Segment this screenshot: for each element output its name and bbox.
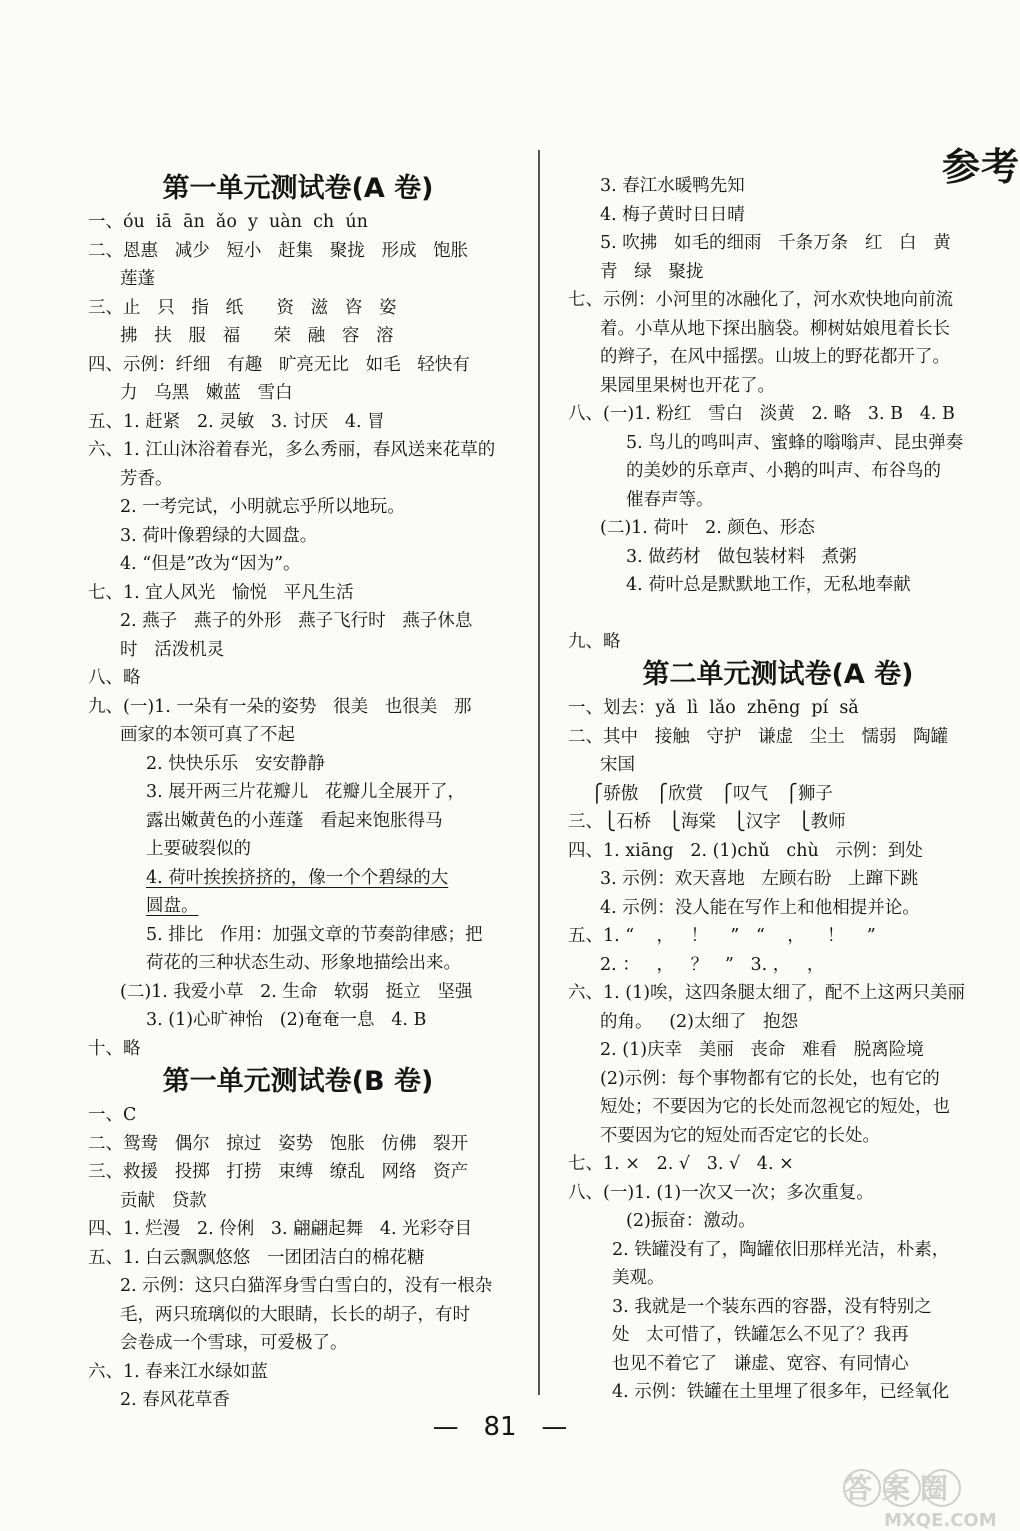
answer-line: 七、示例：小河里的冰融化了，河水欢快地向前流 [568, 290, 953, 310]
column-divider [538, 150, 540, 1395]
section-title-fragment: 参考 [942, 145, 1020, 189]
answer-line: 4. 梅子黄时日日晴 [600, 204, 745, 225]
answer-line: 三、救援 投掷 打捞 束缚 缭乱 网络 资产 [88, 1162, 469, 1182]
answer-line: 二、鸳鸯 偶尔 掠过 姿势 饱胀 仿佛 裂开 [88, 1133, 469, 1154]
answer-line: 3. (1)心旷神怡 (2)奄奄一息 4. B [146, 1010, 427, 1030]
page-number: — 81 — [432, 1412, 568, 1442]
answer-line: 芳香。 [120, 468, 173, 489]
answer-line: 3. 示例：欢天喜地 左顾右盼 上蹿下跳 [600, 869, 919, 889]
answer-line: 2. 燕子 燕子的外形 燕子飞行时 燕子休息 [120, 611, 473, 631]
answer-line: 八、略 [88, 668, 141, 688]
answer-line: 5. 鸟儿的鸣叫声、蜜蜂的嗡嗡声、昆虫弹奏 [626, 432, 964, 453]
answer-line: 六、1. 江山沐浴着春光，多么秀丽，春风送来花草的 [88, 440, 496, 460]
answer-line: 3. 做药材 做包装材料 煮粥 [626, 546, 857, 567]
answer-line: 青 绿 聚拢 [600, 261, 704, 282]
answer-line: (二)1. 我爱小草 2. 生命 软弱 挺立 坚强 [120, 981, 473, 1002]
answer-line: 时 活泼机灵 [120, 639, 225, 660]
answer-line: 四、1. 烂漫 2. 伶俐 3. 翩翩起舞 4. 光彩夺目 [88, 1219, 473, 1239]
answer-line: 催春声等。 [626, 489, 714, 510]
answer-line: 九、略 [568, 631, 621, 652]
answer-line: (二)1. 荷叶 2. 颜色、形态 [600, 518, 815, 538]
section-heading: 第一单元测试卷(A 卷) [162, 173, 434, 204]
answer-line: 的辫子，在风中摇摆。山坡上的野花都开了。 [600, 347, 950, 367]
answer-line: 2. ： ， ？ ” 3. ， ， [600, 954, 825, 975]
answer-line: 4. “但是”改为“因为”。 [120, 554, 301, 574]
answer-line: 二、恩惠 减少 短小 赶集 聚拢 形成 饱胀 [88, 240, 469, 261]
answer-line: 九、(一)1. 一朵有一朵的姿势 很美 也很美 那 [88, 696, 472, 717]
answer-line: 2. 铁罐没有了，陶罐依旧那样光洁，朴素， [612, 1239, 950, 1260]
answer-line: 上要破裂似的 [146, 839, 251, 859]
answer-line: (2)振奋：激动。 [626, 1211, 756, 1231]
answer-line: 六、1. 春来江水绿如蓝 [88, 1361, 268, 1382]
answer-line: 5. 吹拂 如毛的细雨 千条万条 红 白 黄 [600, 233, 951, 253]
answer-line: 三、⎩石桥 ⎩海棠 ⎩汉字 ⎩教师 [568, 812, 846, 832]
answer-line: 短处；不要因为它的长处而忽视它的短处，也 [600, 1097, 950, 1117]
svg-text:答案圈: 答案圈 [844, 1472, 959, 1505]
answer-line: 五、1. 赶紧 2. 灵敏 3. 讨厌 4. 冒 [88, 411, 385, 432]
answer-line: 3. 荷叶像碧绿的大圆盘。 [120, 525, 318, 546]
left-column [88, 170, 508, 1415]
answer-line: 2. 示例：这只白猫浑身雪白雪白的，没有一根杂 [120, 1276, 493, 1296]
answer-line: 六、1. (1)唉，这四条腿太细了，配不上这两只美丽 [568, 983, 966, 1003]
answer-line: 一、C [88, 1105, 137, 1125]
answer-line: 3. 我就是一个装东西的容器，没有特别之 [612, 1296, 932, 1317]
answer-line: 七、1. × 2. √ 3. √ 4. × [568, 1154, 794, 1174]
answer-line: 莲蓬 [120, 269, 155, 289]
answer-line: ⎧骄傲 ⎧欣赏 ⎧叹气 ⎧狮子 [568, 783, 833, 804]
answer-line: 的角。 (2)太细了 抱怨 [600, 1011, 799, 1032]
answer-line: 宋国 [600, 755, 635, 775]
answer-line: 3. 春江水暖鸭先知 [600, 176, 745, 196]
answer-line: 贡献 贷款 [120, 1190, 207, 1211]
section-heading: 第一单元测试卷(B 卷) [162, 1066, 434, 1097]
answer-line: 5. 排比 作用：加强文章的节奏韵律感；把 [146, 924, 483, 945]
answer-line [88, 864, 508, 893]
answer-line: 八、(一)1. (1)一次又一次；多次重复。 [568, 1182, 874, 1203]
answer-line: 二、其中 接触 守护 谦虚 尘土 懦弱 陶罐 [568, 726, 949, 747]
answer-line: 处 太可惜了，铁罐怎么不见了？我再 [612, 1325, 909, 1345]
answer-line [88, 892, 508, 921]
answer-line: 一、óu iā ān ǎo y uàn ch ún [88, 212, 368, 232]
svg-text:MXQE.COM: MXQE.COM [884, 1510, 997, 1531]
answer-line: 五、1. “ ， ！ ” “ ， ！ ” [568, 926, 876, 946]
answer-line: 露出嫩黄色的小莲蓬 看起来饱胀得马 [146, 810, 443, 831]
answer-line: 十、略 [88, 1038, 141, 1059]
answer-line: 的美妙的乐章声、小鹅的叫声、布谷鸟的 [626, 461, 941, 481]
answer-line: 美观。 [612, 1268, 665, 1288]
answer-line: 会卷成一个雪球，可爱极了。 [120, 1333, 348, 1353]
answer-line: 七、1. 宜人风光 愉悦 平凡生活 [88, 582, 354, 603]
answer-line: 也见不着它了 谦虚、宽容、有同情心 [612, 1353, 909, 1374]
answer-line: 四、示例：纤细 有趣 旷亮无比 如毛 轻快有 [88, 354, 470, 375]
answer-line: 2. (1)庆幸 美丽 丧命 难看 脱离险境 [600, 1040, 924, 1060]
answer-line: 不要因为它的短处而否定它的长处。 [600, 1125, 880, 1146]
section-heading: 第二单元测试卷(A 卷) [642, 659, 914, 690]
answer-line: 八、(一)1. 粉红 雪白 淡黄 2. 略 3. B 4. B [568, 404, 955, 424]
answer-line: 五、1. 白云飘飘悠悠 一团团洁白的棉花糖 [88, 1247, 425, 1268]
watermark-logo [832, 1462, 1000, 1531]
answer-line: 画家的本领可真了不起 [120, 725, 295, 745]
answer-line: 着。小草从地下探出脑袋。柳树姑娘甩着长长 [600, 318, 950, 339]
answer-line: 力 乌黑 嫩蓝 雪白 [120, 383, 293, 403]
answer-line: (2)示例：每个事物都有它的长处，也有它的 [600, 1068, 940, 1089]
right-column [568, 172, 988, 1407]
answer-line: 三、止 只 指 纸 资 滋 咨 姿 [88, 297, 397, 318]
answer-line: 四、1. xiāng 2. (1)chǔ chù 示例：到处 [568, 840, 923, 861]
answer-line: 4. 荷叶总是默默地工作，无私地奉献 [626, 575, 911, 595]
underlined-answer-text: 圆盘。 [146, 896, 199, 916]
underlined-answer-text: 4. 荷叶挨挨挤挤的，像一个个碧绿的大 [146, 867, 449, 888]
answer-line: 4. 示例：没人能在写作上和他相提并论。 [600, 897, 920, 918]
answer-line: 拂 扶 服 福 荣 融 容 溶 [120, 326, 394, 346]
answer-line: 4. 示例：铁罐在土里埋了很多年，已经氧化 [612, 1382, 950, 1402]
answer-line: 3. 展开两三片花瓣儿 花瓣儿全展开了， [146, 782, 465, 802]
answer-line: 2. 快快乐乐 安安静静 [146, 753, 325, 774]
answer-line: 2. 一考完试，小明就忘乎所以地玩。 [120, 497, 405, 517]
answer-line: 果园里果树也开花了。 [600, 375, 775, 396]
answer-line: 一、划去：yǎ lì lǎo zhēng pí sǎ [568, 698, 859, 718]
answer-line: 2. 春风花草香 [120, 1390, 230, 1410]
spacer [568, 600, 988, 628]
answer-line: 毛，两只琉璃似的大眼睛，长长的胡子，有时 [120, 1304, 470, 1325]
answer-line: 荷花的三种状态生动、形象地描绘出来。 [146, 953, 461, 973]
